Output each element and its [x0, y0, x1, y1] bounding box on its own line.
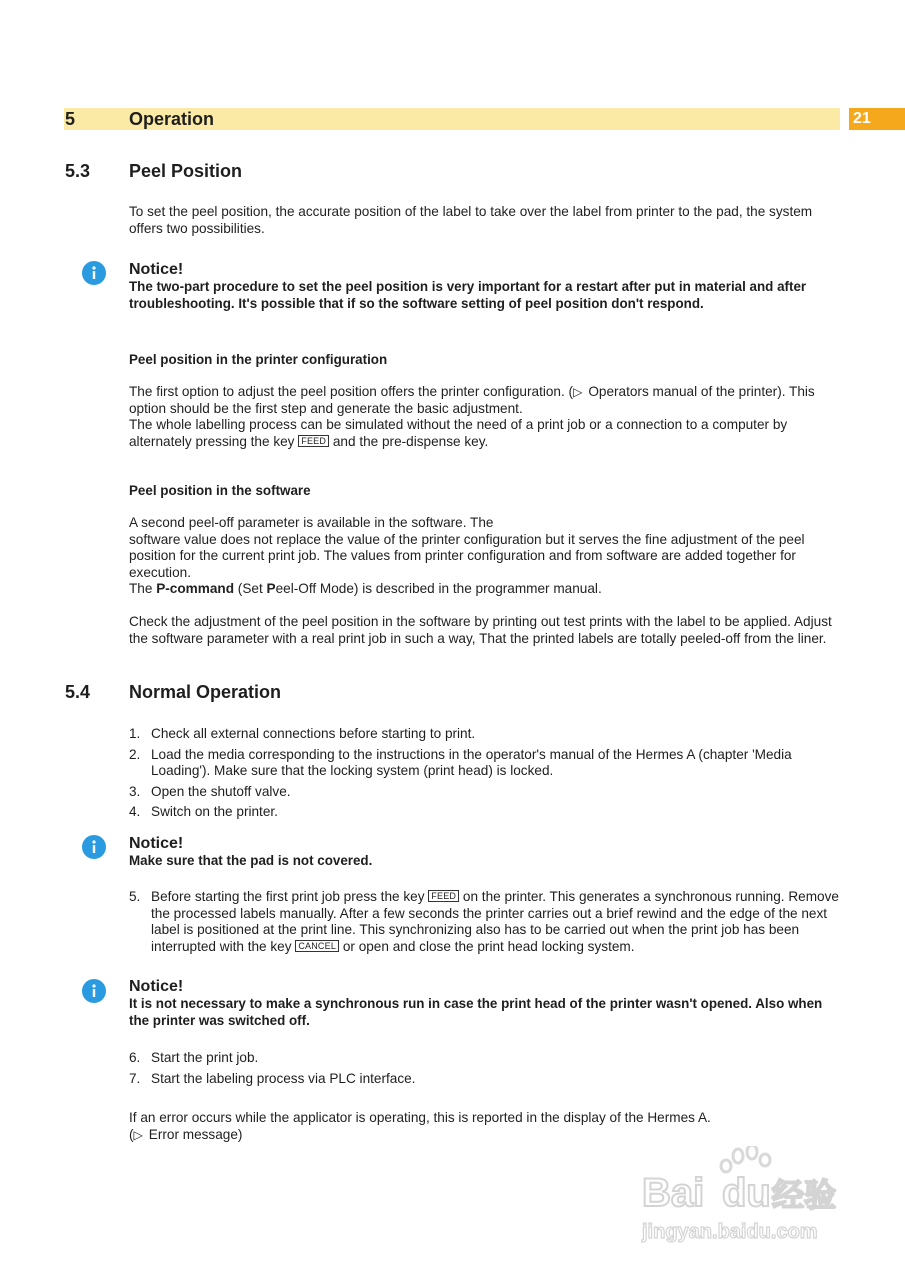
watermark-url: jingyan.baidu.com [642, 1221, 818, 1243]
section-title-peel-position: Peel Position [129, 161, 243, 181]
reference-arrow-icon: ▷ [573, 385, 583, 399]
error-reporting-paragraph: If an error occurs while the applicator is operating, this is reported in the display of the Hermes A. (▷ Error message) [129, 1110, 711, 1142]
baidu-watermark [640, 1146, 860, 1246]
notice-text: The two-part procedure to set the peel position is very important for a restart after put in material and after troubleshooting. It's possible that if so the software setting of peel position don't respond. [129, 279, 807, 311]
operation-step-5 [129, 889, 841, 959]
list-item: 4. Switch on the printer. [129, 804, 278, 820]
software-paragraph: A second peel-off parameter is available in the software. The software value does not replace the value of the printer configuration but it serves the fine adjustment of the peel position for the current print job. The values from printer configuration and from software are added together for execution. The P-command (Set Peel-Off Mode) is described in the programmer manual. [129, 515, 805, 597]
operation-steps-list-b [129, 1050, 841, 1091]
list-item: 2. Load the media corresponding to the instructions in the operator's manual of the Hermes A (chapter 'Media Loading'). Make sure that the locking system (print head) is locked. [129, 746, 792, 779]
feed-key-icon: FEED [428, 890, 459, 902]
list-item: 3. Open the shutoff valve. [129, 783, 291, 799]
subheading-software: Peel position in the software [129, 483, 311, 498]
notice-title: Notice! [129, 835, 184, 852]
info-icon [82, 979, 106, 1003]
page-number-badge [849, 108, 905, 130]
list-item: 5. Before starting the first print job press the key FEED on the printer. This generates a synchronous running. Remove the processed labels manually. After a few seconds the printer carries out a brief rewind and the edge of the next label is positioned at the print line. This synchronizing also has to be carried out when the print job has been interrupted with the key CANCEL or open and close the print head locking system. [129, 889, 839, 954]
p-command-term: P-command [156, 581, 235, 597]
page-number: 21 [853, 110, 871, 127]
peel-intro-paragraph: To set the peel position, the accurate position of the label to take over the label from printer to the pad, the system offers two possibilities. [129, 204, 813, 236]
watermark-logo-jingyan: 经验 [772, 1176, 837, 1214]
section-number-5-3: 5.3 [65, 161, 91, 181]
list-item: 1. Check all external connections before starting to print. [129, 726, 476, 741]
feed-key-icon: FEED [298, 435, 329, 447]
list-item: 6. Start the print job. [129, 1050, 259, 1065]
chapter-number: 5 [65, 109, 76, 129]
printer-configuration-paragraph: The first option to adjust the peel position offers the printer configuration. (▷ Operators manual of the printer). This option should be the first step and generate the basic adjustment. The whole labelling process can be simulated without the need of a print job or a connection to a computer by alternately pressing the key FEED and the pre-dispense key. [129, 384, 815, 449]
chapter-title: Operation [129, 109, 215, 129]
notice-text: It is not necessary to make a synchronous run in case the print head of the printer wasn't opened. Also when the printer was switched off. [129, 996, 823, 1028]
notice-title: Notice! [129, 978, 184, 995]
notice-title: Notice! [129, 261, 184, 278]
section-number-5-4: 5.4 [65, 682, 91, 702]
watermark-logo-du: du [722, 1171, 771, 1215]
operation-steps-list-a [129, 726, 841, 825]
section-title-normal-operation: Normal Operation [129, 682, 282, 702]
reference-arrow-icon: ▷ [133, 1127, 143, 1142]
list-item: 7. Start the labeling process via PLC interface. [129, 1070, 416, 1086]
cancel-key-icon: CANCEL [295, 940, 339, 952]
info-icon [82, 261, 106, 285]
watermark-logo-bai: Bai [642, 1171, 705, 1215]
adjustment-check-paragraph: Check the adjustment of the peel position in the software by printing out test prints with the label to be applied. Adjust the software parameter with a real print job in such a way, That the printed labels are totally peeled-off from the liner. [129, 614, 832, 646]
notice-text: Make sure that the pad is not covered. [129, 853, 373, 868]
subheading-printer-configuration: Peel position in the printer configuration [129, 352, 388, 367]
info-icon [82, 835, 106, 859]
